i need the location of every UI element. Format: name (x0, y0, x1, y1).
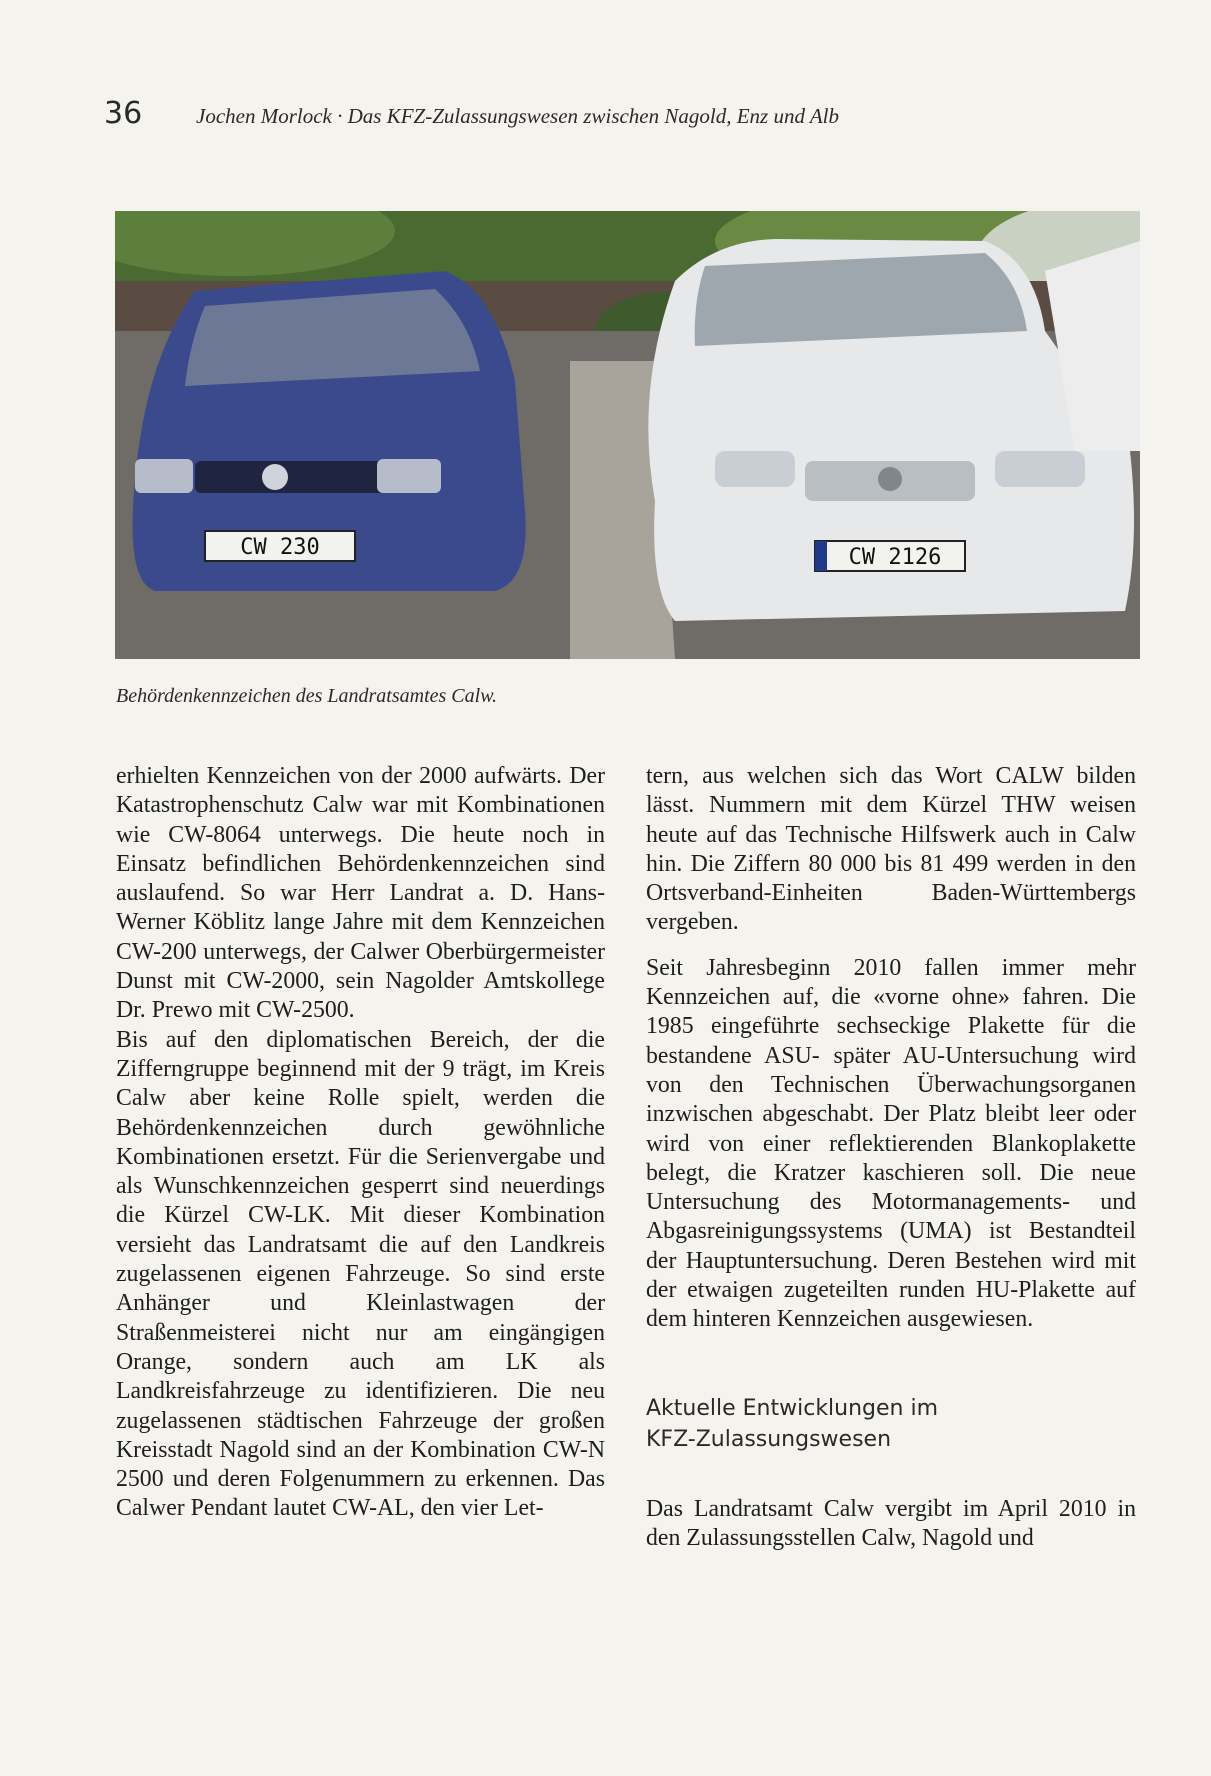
section-heading-line-1: Aktuelle Entwicklungen im (646, 1395, 939, 1421)
left-text-column (116, 762, 605, 1524)
blue-car-headlight (135, 459, 193, 493)
white-car-headlight (715, 451, 795, 487)
parked-cars-photo (115, 211, 1140, 659)
white-car-headlight (995, 451, 1085, 487)
page-header (104, 96, 964, 136)
section-heading (646, 1393, 1136, 1455)
body-paragraph: erhielten Kennzeichen von der 2000 aufwärts. Der Katastrophenschutz Calw war mit Kombinationen wie CW-8064 unterwegs. Die heute noch in Einsatz befindlichen Behördenkennzeichen sind auslaufend. So war Herr Landrat a. D. Hans-Werner Köblitz lange Jahre mit dem Kennzeichen CW-200 unterwegs, der Calwer Oberbürgermeister Dunst mit CW-2000, sein Nagolder Amtskollege Dr. Prewo mit CW-2500. (116, 763, 605, 1024)
right-text-column (646, 762, 1136, 1553)
body-paragraph: tern, aus welchen sich das Wort CALW bilden lässt. Nummern mit dem Kürzel THW weisen heute auf das Technische Hilfswerk auch in Calw hin. Die Ziffern 80 000 bis 81 499 werden in den Ortsverband-Einheiten Baden-Württembergs vergeben. (646, 763, 1136, 936)
figure-photo (115, 211, 1140, 659)
license-plate-right-text: CW 2126 (848, 545, 942, 570)
page-number: 36 (104, 96, 143, 131)
white-car-windshield (695, 253, 1027, 346)
section-heading-line-2: KFZ-Zulassungswesen (646, 1426, 892, 1452)
body-paragraph: Bis auf den diplomatischen Bereich, der die Zifferngruppe beginnend mit der 9 trägt, im Kreis Calw aber keine Rolle spielt, werden die Behördenkennzeichen durch gewöhnliche Kombinationen ersetzt. Für die Serienvergabe und als Wunschkennzeichen gesperrt sind neuerdings die Kürzel CW-LK. Mit dieser Kombination versieht das Landratsamt die auf den Landkreis zugelassenen eigenen Fahrzeuge. So sind erste Anhänger und Kleinlastwagen der Straßenmeisterei nicht nur am eingängigen Orange, sondern auch am LK als Landkreisfahrzeuge zu identifizieren. Die neu zugelassenen städtischen Fahrzeuge der großen Kreisstadt Nagold sind an der Kombination CW-N 2500 und deren Folgenummern zu erkennen. Das Calwer Pendant lautet CW-AL, den vier Let- (116, 1026, 605, 1522)
body-paragraph: Seit Jahresbeginn 2010 fallen immer mehr Kennzeichen auf, die «vorne ohne» fahren. Die 1985 eingeführte sechseckige Plakette für die bestandene ASU- später AU-Untersuchung wird von den Technischen Überwachungsorganen inzwischen abgeschabt. Der Platz bleibt leer oder wird von einer reflektierenden Blankoplakette belegt, die Kratzer kaschieren soll. Die neue Untersuchung des Motormanagements- und Abgasreinigungssystems (UMA) ist Bestandteil der Hauptuntersuchung. Deren Bestehen wird mit der etwaigen zugeteilten runden HU-Plakette auf dem hinteren Kennzeichen ausgewiesen. (646, 954, 1136, 1333)
blue-car-headlight (377, 459, 441, 493)
eu-band (815, 541, 827, 571)
opel-logo-icon (878, 467, 902, 491)
figure-caption: Behördenkennzeichen des Landratsamtes Calw. (116, 685, 498, 707)
license-plate-left-text: CW 230 (240, 535, 320, 560)
vw-logo-icon (262, 464, 288, 490)
running-head: Jochen Morlock · Das KFZ-Zulassungswesen zwischen Nagold, Enz und Alb (196, 104, 840, 128)
body-paragraph: Das Landratsamt Calw vergibt im April 2010 in den Zulassungsstellen Calw, Nagold und (646, 1495, 1136, 1551)
